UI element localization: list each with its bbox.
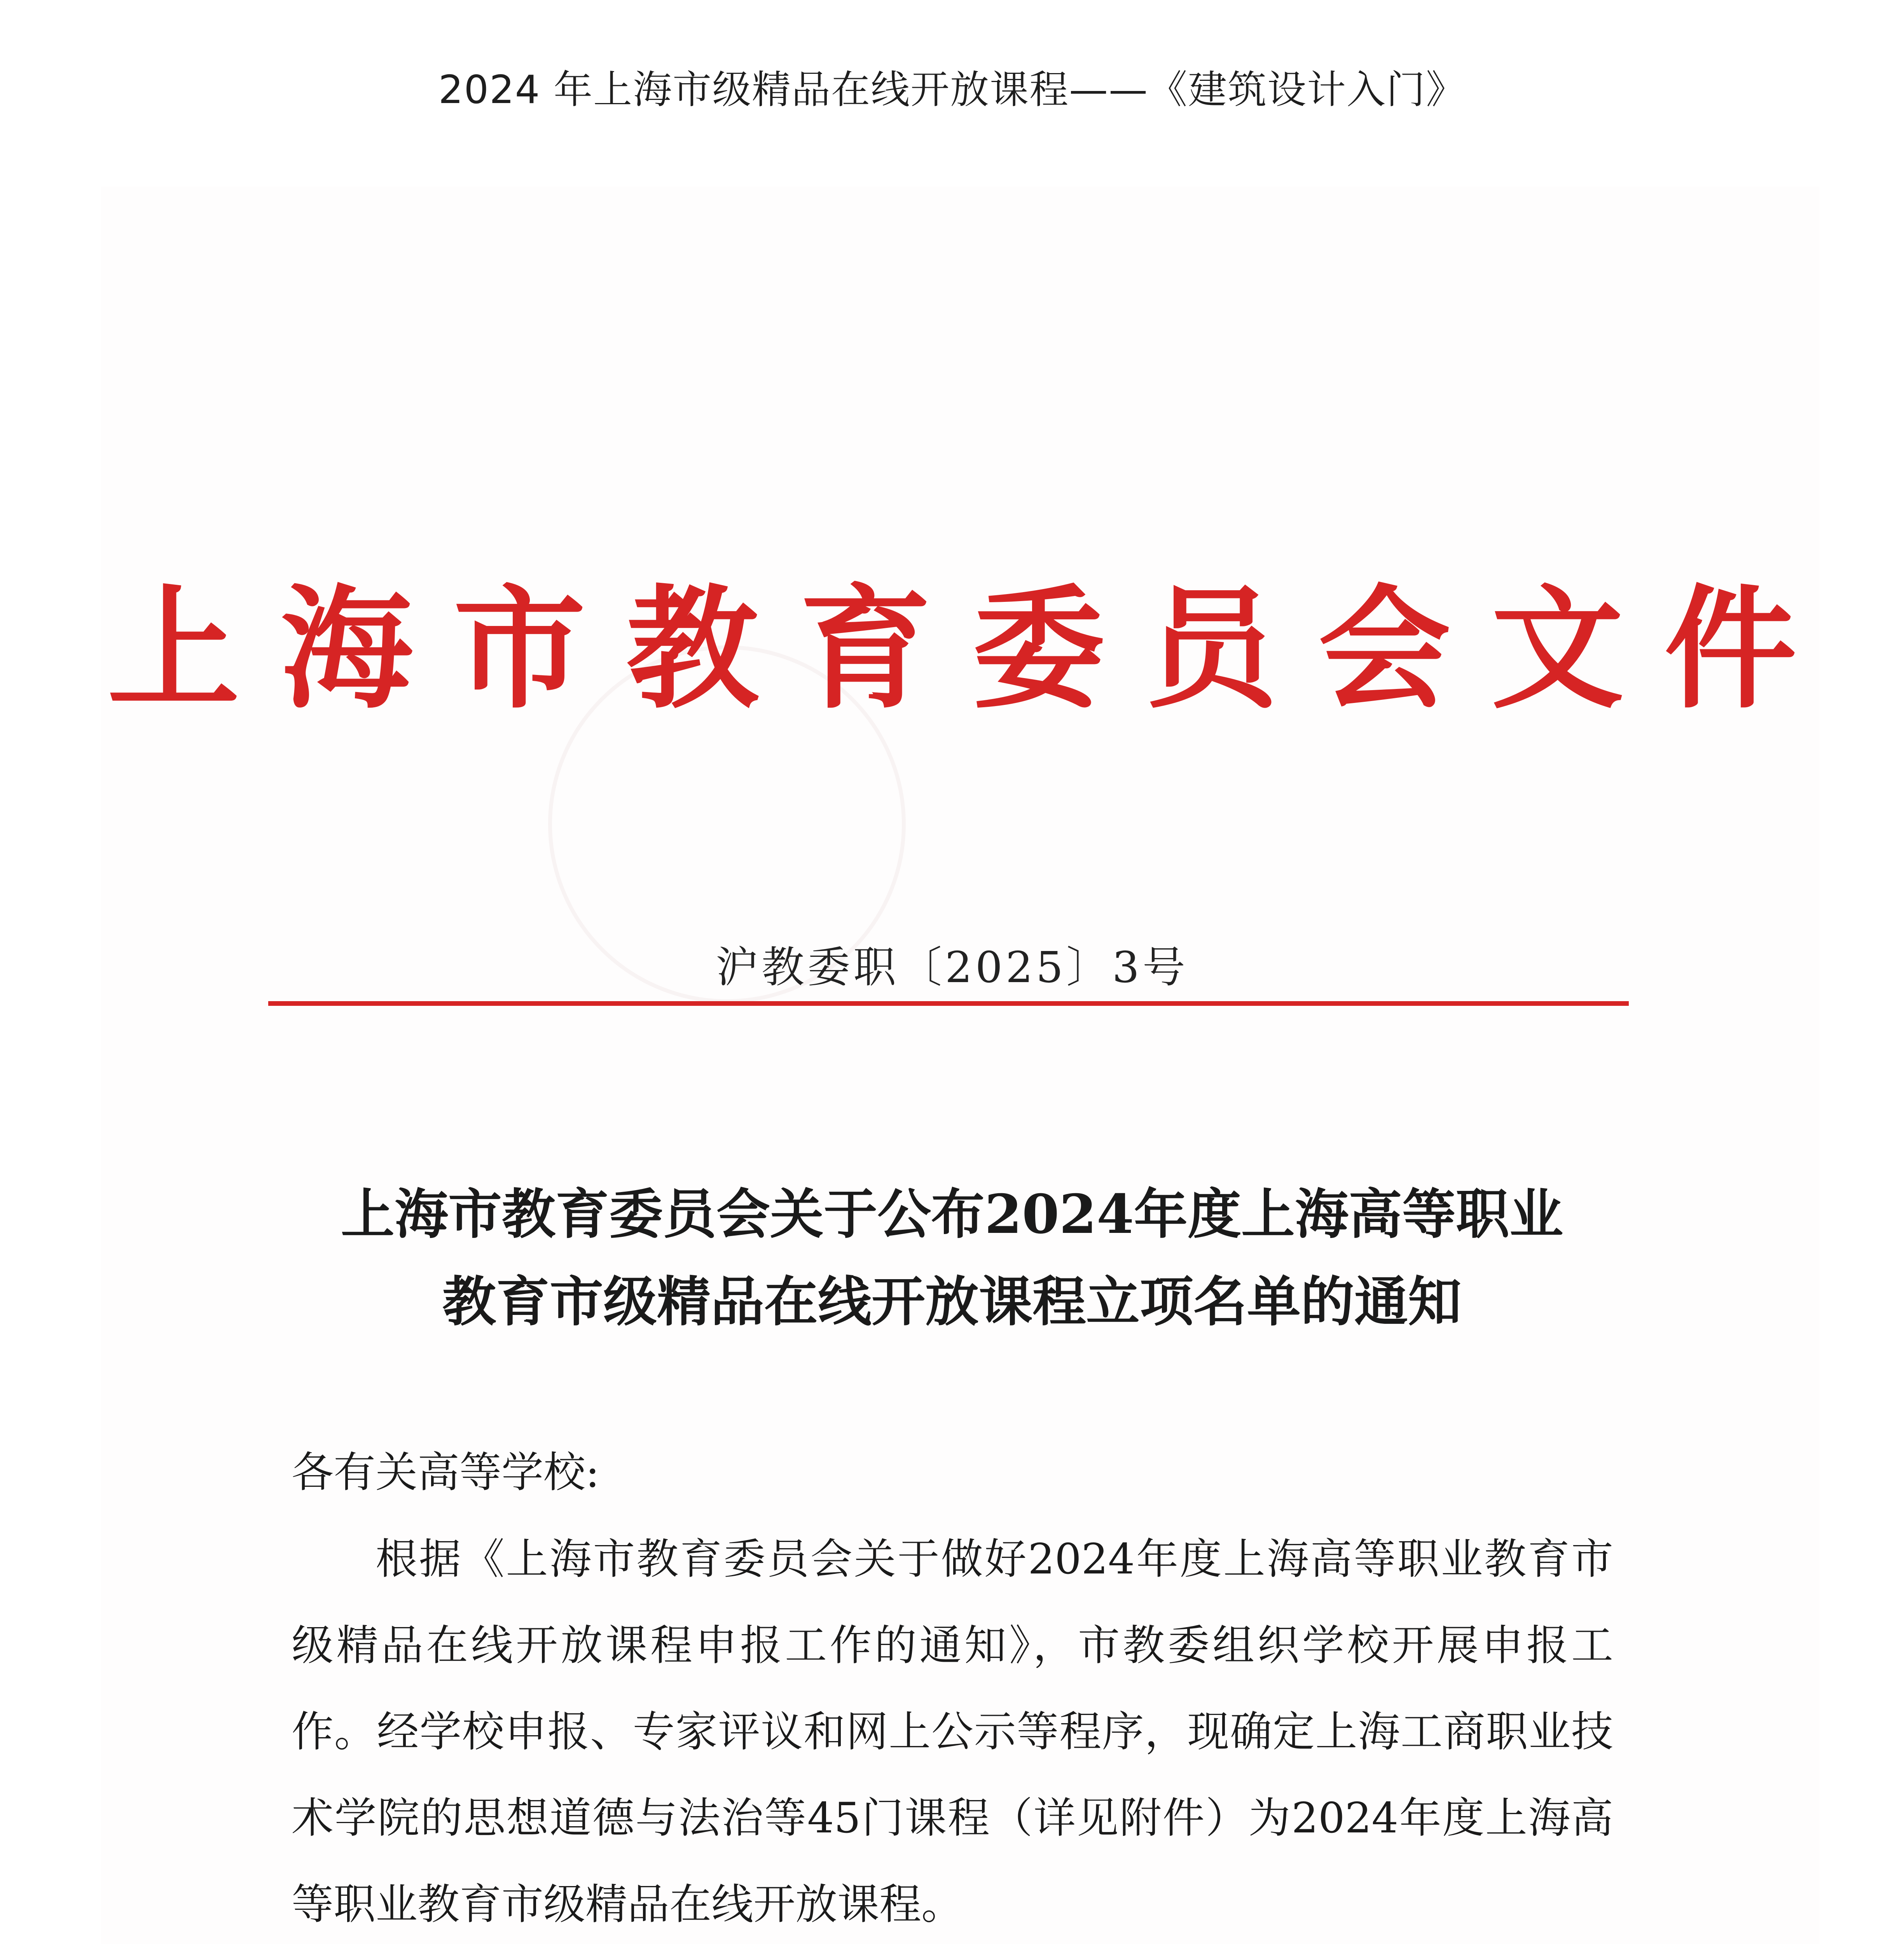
notice-title-line-2: 教育市级精品在线开放课程立项名单的通知 <box>442 1270 1462 1333</box>
issuer-title: 上海市教育委员会文件 <box>107 572 1838 727</box>
running-header: 2024 年上海市级精品在线开放课程——《建筑设计入门》 <box>438 67 1466 112</box>
body-paragraph-1: 根据《上海市教育委员会关于做好2024年度上海高等职业教育市级精品在线开放课程申报工作的通知》，市教委组织学校开展申报工作。经学校申报、专家评议和网上公示等程序，现确定上海工商职业技术学院的思想道德与法治等45门课程（详见附件）为2024年度上海高等职业教育市级精品在线开放课程。 <box>292 1535 1613 1929</box>
notice-title-line-1: 上海市教育委员会关于公布2024年度上海高等职业 <box>341 1182 1563 1246</box>
document-number: 沪教委职〔2025〕3号 <box>716 942 1188 992</box>
notice-title <box>0 1170 1904 1345</box>
red-divider-line <box>268 1001 1629 1006</box>
salutation: 各有关高等学校: <box>292 1448 600 1497</box>
